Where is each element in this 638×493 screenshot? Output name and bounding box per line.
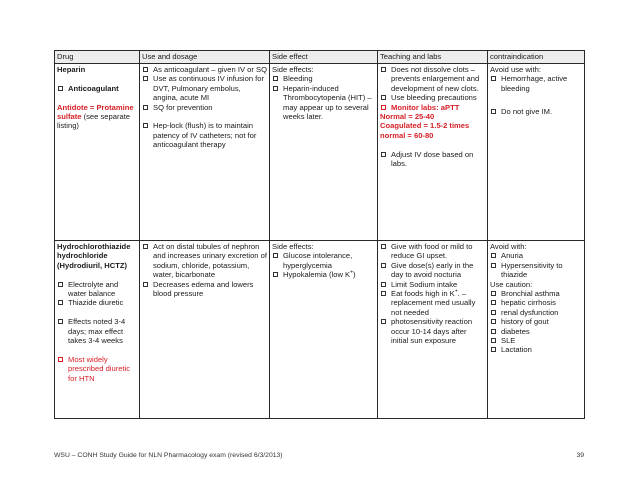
checkbox-bullet-icon [381, 282, 386, 287]
list-item: Effects noted 3-4 days; max effect takes 3-4 weeks [57, 317, 137, 345]
cell-hctz-side-effects: Side effects: Glucose intolerance, hyperglycemia Hypokalemia (low K+) [270, 241, 378, 419]
table-row-hctz [55, 241, 585, 419]
checkbox-bullet-icon [491, 300, 496, 305]
list-item: photosensitivity reaction occur 10-14 days after initial sun exposure [380, 317, 485, 345]
checkbox-bullet-icon [273, 272, 278, 277]
checkbox-bullet-icon [491, 310, 496, 315]
list-item: history of gout [490, 317, 582, 326]
checkbox-bullet-icon [491, 263, 496, 268]
checkbox-bullet-icon [381, 105, 386, 110]
cell-heparin-contraindication: Avoid use with: Hemorrhage, active bleeding Do not give IM. [488, 64, 585, 241]
header-contraindication: contraindication [488, 51, 585, 64]
list-item: hepatic cirrhosis [490, 298, 582, 307]
checkbox-bullet-icon [58, 300, 63, 305]
checkbox-bullet-icon [273, 86, 278, 91]
table-header-row [55, 51, 585, 64]
header-use-dosage: Use and dosage [140, 51, 270, 64]
table-row-heparin [55, 64, 585, 241]
cell-hctz-drug [55, 241, 140, 419]
checkbox-bullet-icon [143, 123, 148, 128]
cell-hctz-use [140, 241, 270, 419]
checkbox-bullet-icon [58, 357, 63, 362]
list-item: Give with food or mild to reduce GI upset. [380, 242, 485, 261]
checkbox-bullet-icon [491, 329, 496, 334]
checkbox-bullet-icon [491, 253, 496, 258]
checkbox-bullet-icon [273, 76, 278, 81]
list-item: Act on distal tubules of nephron and increases urinary excretion of sodium, chloride, potassium, water, bicarbonate [142, 242, 267, 280]
list-item: Use bleeding precautions [380, 93, 485, 102]
list-item: Hep-lock (flush) is to maintain patency of IV catheters; not for anticoagulant therapy [142, 121, 267, 149]
checkbox-bullet-icon [491, 76, 496, 81]
page-footer [54, 452, 584, 459]
list-item: Do not give IM. [490, 107, 582, 116]
checkbox-bullet-icon [58, 282, 63, 287]
list-item: Eat foods high in K+. – replacement med usually not needed [380, 289, 485, 317]
page-number: 39 [576, 452, 584, 459]
list-item: Anticoagulant [57, 84, 137, 93]
cell-hctz-contraindication: Avoid with: Anuria Hypersensitivity to thiazide Use caution: Bronchial asthma hepatic cirrhosis renal dysfunction history of gout diabetes SLE Lactation [488, 241, 585, 419]
list-item: SQ for prevention [142, 103, 267, 112]
checkbox-bullet-icon [143, 244, 148, 249]
list-item: renal dysfunction [490, 308, 582, 317]
drug-name-heparin: Heparin [57, 65, 86, 74]
cell-heparin-teaching [378, 64, 488, 241]
checkbox-bullet-icon [491, 338, 496, 343]
list-item: Bleeding [272, 74, 375, 83]
header-drug: Drug [55, 51, 140, 64]
checkbox-bullet-icon [143, 105, 148, 110]
checkbox-bullet-icon [381, 95, 386, 100]
checkbox-bullet-icon [58, 86, 63, 91]
cell-heparin-drug [55, 64, 140, 241]
checkbox-bullet-icon [381, 319, 386, 324]
checkbox-bullet-icon [491, 109, 496, 114]
cell-heparin-use [140, 64, 270, 241]
header-side-effect: Side effect [270, 51, 378, 64]
checkbox-bullet-icon [381, 67, 386, 72]
list-item: Heparin-induced Thrombocytopenia (HIT) – may appear up to several weeks later. [272, 84, 375, 122]
list-item: Hypokalemia (low K+) [272, 270, 375, 279]
pharmacology-table [54, 50, 585, 419]
list-item: SLE [490, 336, 582, 345]
cell-hctz-teaching [378, 241, 488, 419]
list-item: Hypersensitivity to thiazide [490, 261, 582, 280]
list-item: Anuria [490, 251, 582, 260]
normal-range: Normal = 25-40 [380, 112, 435, 122]
list-item: Thiazide diuretic [57, 298, 137, 307]
list-item: Bronchial asthma [490, 289, 582, 298]
drug-name-hctz: Hydrochlorothiazide hydrochloride (Hydrodiuril, HCTZ) [57, 242, 131, 270]
checkbox-bullet-icon [491, 347, 496, 352]
list-item: Limit Sodium intake [380, 280, 485, 289]
checkbox-bullet-icon [381, 263, 386, 268]
list-item-highlight: Most widely prescribed diuretic for HTN [57, 355, 137, 383]
list-item: Use as continuous IV infusion for DVT, Pulmonary embolus, angina, acute MI [142, 74, 267, 102]
checkbox-bullet-icon [491, 319, 496, 324]
list-item: As anticoagulant – given IV or SQ [142, 65, 267, 74]
checkbox-bullet-icon [273, 253, 278, 258]
coagulated-range: Coagulated = 1.5-2 times normal = 60-80 [380, 121, 470, 140]
checkbox-bullet-icon [491, 291, 496, 296]
list-item: Glucose intolerance, hyperglycemia [272, 251, 375, 270]
list-item: Give dose(s) early in the day to avoid nocturia [380, 261, 485, 280]
checkbox-bullet-icon [143, 282, 148, 287]
checkbox-bullet-icon [381, 152, 386, 157]
checkbox-bullet-icon [143, 67, 148, 72]
list-item: Decreases edema and lowers blood pressure [142, 280, 267, 299]
cell-heparin-side-effects: Side effects: Bleeding Heparin-induced Thrombocytopenia (HIT) – may appear up to several weeks later. [270, 64, 378, 241]
list-item: Adjust IV dose based on labs. [380, 150, 485, 169]
checkbox-bullet-icon [381, 244, 386, 249]
list-item: Hemorrhage, active bleeding [490, 74, 582, 93]
list-item: Electrolyte and water balance [57, 280, 137, 299]
monitor-labs-item: Monitor labs: aPTT [380, 103, 485, 112]
header-teaching-labs: Teaching and labs [378, 51, 488, 64]
antidote-note: Antidote = Protamine sulfate (see separate listing) [57, 102, 134, 131]
checkbox-bullet-icon [58, 319, 63, 324]
list-item: diabetes [490, 327, 582, 336]
list-item: Lactation [490, 345, 582, 354]
checkbox-bullet-icon [381, 291, 386, 296]
list-item: Does not dissolve clots – prevents enlargement and development of new clots. [380, 65, 485, 93]
footer-text: WSU – CONH Study Guide for NLN Pharmacology exam (revised 6/3/2013) [54, 452, 283, 459]
checkbox-bullet-icon [143, 76, 148, 81]
